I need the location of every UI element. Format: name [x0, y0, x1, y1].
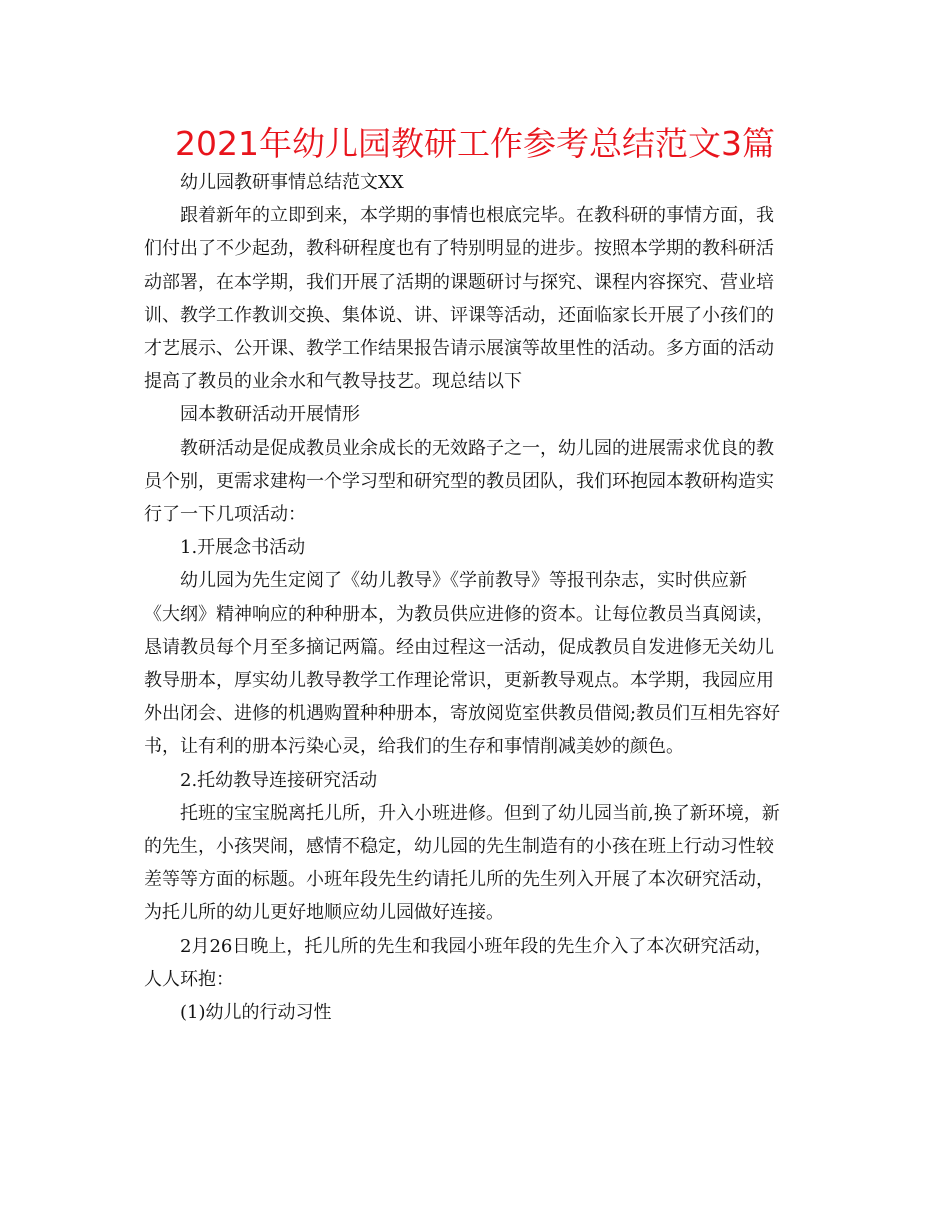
paragraph-body: 2月26日晚上，托儿所的先生和我园小班年段的先生介入了本次研究活动， 人人环抱： — [144, 935, 773, 990]
document-body — [144, 166, 810, 1029]
list-item-heading: (1)幼儿的行动习性 — [180, 1002, 332, 1024]
document-title: 2021年幼儿园教研工作参考总结范文3篇 — [175, 124, 775, 163]
paragraph-body: 幼儿园为先生定阅了《幼儿教导》《学前教导》等报刊杂志，实时供应新 《大纲》精神响应的种种册本，为教员供应进修的资本。让每位教员当真阅读， 恳请教员每个月至多摘记两篇。经由过程这一活动，促成教员自发进修无关幼儿 教导册本，厚实幼儿教导教学工作理论常识，更新教导观点。本学期，我园应用 外出闭会、进修的机遇购置种种册本，寄放阅览室供教员借阅;教员们互相先容好 书，让有利的册本污染心灵，给我们的生存和事情削减美妙的颜色。 — [144, 570, 781, 758]
paragraph-body: 教研活动是促成教员业余成长的无效路子之一，幼儿园的进展需求优良的教 员个别，更需求建构一个学习型和研究型的教员团队，我们环抱园本教研构造实 行了一下几项活动： — [144, 437, 774, 526]
list-item-heading: 1.开展念书活动 — [180, 537, 306, 559]
paragraph-intro: 跟着新年的立即到来，本学期的事情也根底完毕。在教科研的事情方面，我 们付出了不少起劲，教科研程度也有了特别明显的进步。按照本学期的教科研活 动部署，在本学期，我们开展了活期的课题研讨与探究、课程内容探究、营业培 训、教学工作教训交换、集体说、讲、评课等活动，还面临家长开展了小孩们的 才艺展示、公开课、教学工作结果报告请示展演等故里性的活动。多方面的活动 提高了教员的业余水和气教导技艺。现总结以下 — [144, 205, 774, 393]
section-heading: 园本教研活动开展情形 — [180, 404, 360, 426]
paragraph-body: 托班的宝宝脱离托儿所，升入小班进修。但到了幼儿园当前,换了新环境，新 的先生，小孩哭闹，感情不稳定，幼儿园的先生制造有的小孩在班上行动习性较 差等等方面的标题。小班年段先生约请托儿所的先生列入开展了本次研究活动， 为托儿所的幼儿更好地顺应幼儿园做好连接。 — [144, 802, 780, 924]
list-item-heading: 2.托幼教导连接研究活动 — [180, 769, 378, 791]
paragraph-subtitle: 幼儿园教研事情总结范文XX — [180, 172, 404, 193]
